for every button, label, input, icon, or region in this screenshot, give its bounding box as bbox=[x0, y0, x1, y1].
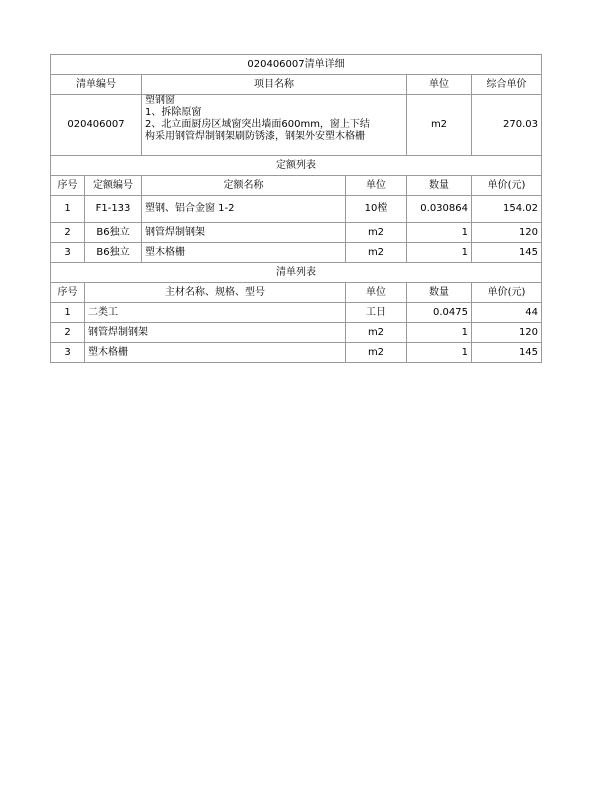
table-row bbox=[51, 243, 542, 263]
material-qty: 1 bbox=[407, 323, 472, 343]
quota-qty: 1 bbox=[407, 243, 472, 263]
header-unit-price: 综合单价 bbox=[472, 75, 542, 95]
item-desc-line: 1、拆除原窗 bbox=[145, 107, 202, 118]
detail-title: 020406007清单详细 bbox=[51, 55, 542, 75]
material-unit: 工日 bbox=[346, 303, 407, 323]
quota-code: F1-133 bbox=[85, 196, 142, 223]
quota-header-unit: 单位 bbox=[346, 176, 407, 196]
material-no: 1 bbox=[51, 303, 85, 323]
quota-code: B6独立 bbox=[85, 243, 142, 263]
table-row bbox=[51, 343, 542, 363]
quota-no: 1 bbox=[51, 196, 85, 223]
table-row bbox=[51, 223, 542, 243]
material-header-no: 序号 bbox=[51, 283, 85, 303]
quota-header-no: 序号 bbox=[51, 176, 85, 196]
quota-header-code: 定额编号 bbox=[85, 176, 142, 196]
quota-unit: m2 bbox=[346, 223, 407, 243]
quota-header-name: 定额名称 bbox=[142, 176, 346, 196]
material-name: 钢管焊制钢架 bbox=[85, 323, 346, 343]
table-row bbox=[51, 323, 542, 343]
material-qty: 0.0475 bbox=[407, 303, 472, 323]
quota-header-qty: 数量 bbox=[407, 176, 472, 196]
header-unit: 单位 bbox=[407, 75, 472, 95]
table-row bbox=[51, 196, 542, 223]
material-price: 44 bbox=[472, 303, 542, 323]
material-no: 2 bbox=[51, 323, 85, 343]
quota-unit: m2 bbox=[346, 243, 407, 263]
material-name: 塑木格栅 bbox=[85, 343, 346, 363]
material-price: 120 bbox=[472, 323, 542, 343]
quota-name: 钢管焊制钢架 bbox=[142, 223, 346, 243]
quota-price: 154.02 bbox=[472, 196, 542, 223]
quota-name: 塑木格栅 bbox=[142, 243, 346, 263]
material-qty: 1 bbox=[407, 343, 472, 363]
header-item-name: 项目名称 bbox=[142, 75, 407, 95]
quota-name: 塑钢、铝合金窗 1-2 bbox=[142, 196, 346, 223]
item-unit: m2 bbox=[407, 95, 472, 156]
item-desc-line: 塑钢窗 bbox=[145, 95, 175, 106]
material-header-qty: 数量 bbox=[407, 283, 472, 303]
item-desc-line: 构采用钢管焊制钢架刷防锈漆，钢架外安塑木格栅 bbox=[145, 131, 365, 142]
material-header-price: 单价(元) bbox=[472, 283, 542, 303]
material-section-title: 清单列表 bbox=[51, 263, 542, 283]
item-code: 020406007 bbox=[51, 95, 142, 156]
bill-detail-table bbox=[50, 54, 542, 363]
material-price: 145 bbox=[472, 343, 542, 363]
header-bill-code: 清单编号 bbox=[51, 75, 142, 95]
quota-header-price: 单价(元) bbox=[472, 176, 542, 196]
material-unit: m2 bbox=[346, 343, 407, 363]
item-unit-price: 270.03 bbox=[472, 95, 542, 156]
quota-no: 3 bbox=[51, 243, 85, 263]
quota-section-title: 定额列表 bbox=[51, 156, 542, 176]
material-header-name: 主材名称、规格、型号 bbox=[85, 283, 346, 303]
item-desc-line: 2、北立面厨房区域窗突出墙面600mm，窗上下结 bbox=[145, 119, 370, 130]
quota-code: B6独立 bbox=[85, 223, 142, 243]
table-row bbox=[51, 303, 542, 323]
quota-qty: 1 bbox=[407, 223, 472, 243]
material-header-unit: 单位 bbox=[346, 283, 407, 303]
material-unit: m2 bbox=[346, 323, 407, 343]
quota-qty: 0.030864 bbox=[407, 196, 472, 223]
quota-price: 145 bbox=[472, 243, 542, 263]
item-description bbox=[142, 95, 407, 156]
quota-unit: 10樘 bbox=[346, 196, 407, 223]
material-no: 3 bbox=[51, 343, 85, 363]
material-name: 二类工 bbox=[85, 303, 346, 323]
quota-no: 2 bbox=[51, 223, 85, 243]
quota-price: 120 bbox=[472, 223, 542, 243]
